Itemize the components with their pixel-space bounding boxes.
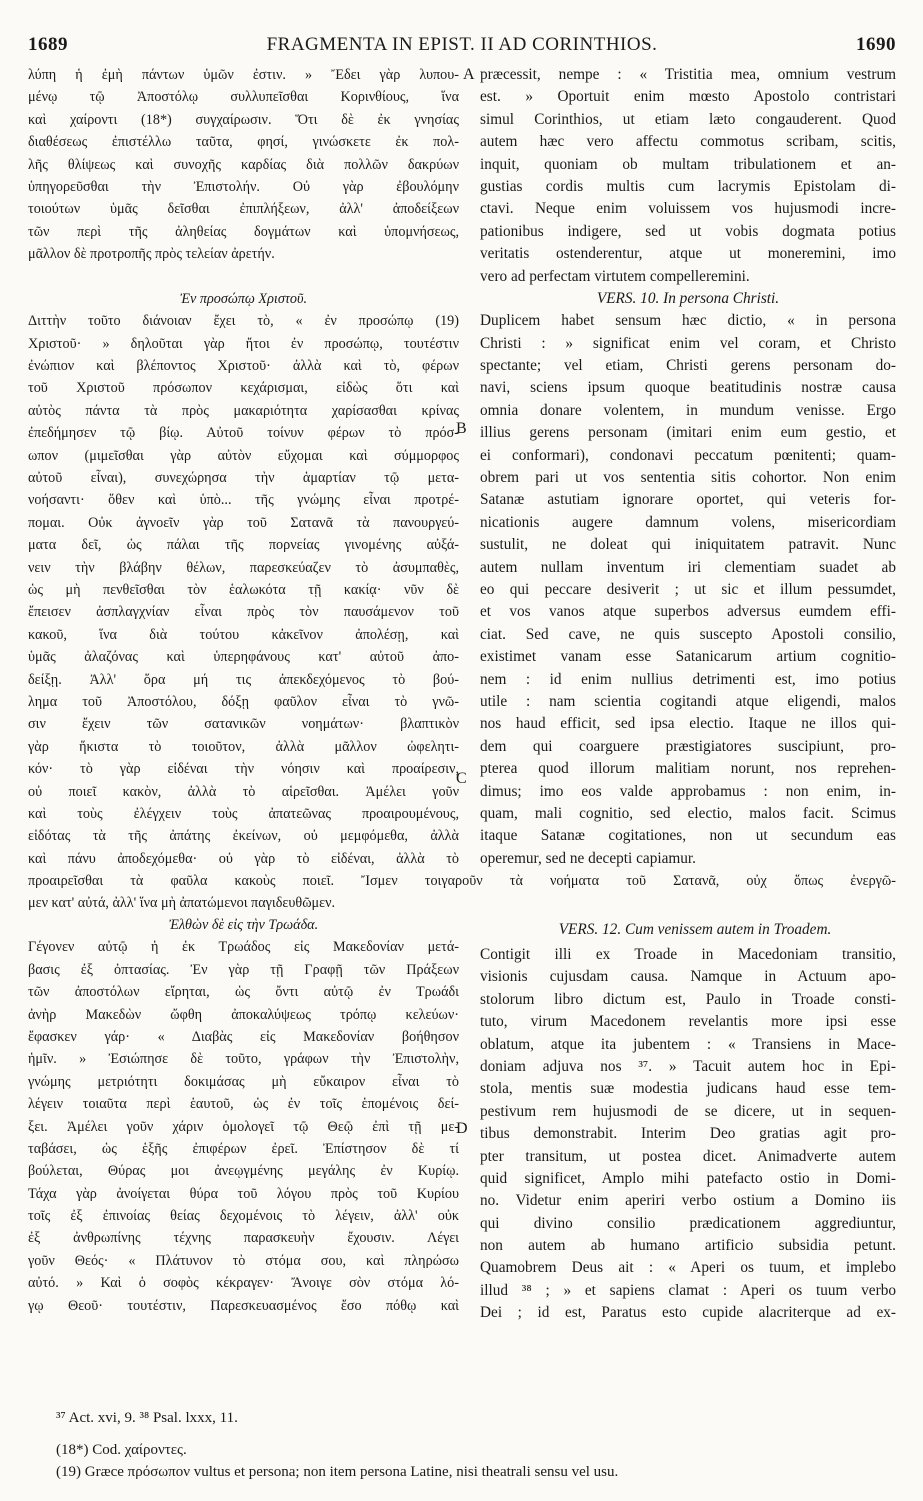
latin-line: Christi : » significat enim vel coram, et Christo xyxy=(480,334,896,352)
latin2-line: stolorum libro dictum est, Paulo in Troade consti- xyxy=(480,990,896,1008)
latin-line: VERS. 10. In persona Christi. xyxy=(596,289,780,307)
latin2-line: visionis cujusdam causa. Namque in Actuum apo- xyxy=(480,968,896,986)
latin-line: præcessit, nempe : « Tristitia mea, omnium vestrum xyxy=(480,66,896,83)
latin-line: ctavi. Neque enim voluissem vos hujusmodi incre- xyxy=(480,200,896,218)
greek2-line: λέγειν τοιαῦτα περὶ ἑαυτοῦ, ὡς ἐν τοῖς ἑπομένοις δεί- xyxy=(28,1096,459,1113)
greek-line: μένῳ τῷ Ἀποστόλῳ συλλυπεῖσθαι Κορινθίους, ἵνα xyxy=(28,89,459,106)
greek2-line: Τάχα γὰρ ἀνοίγεται θύρα τοῦ λόγου πρὸς τοῦ Κυρίου xyxy=(28,1185,459,1202)
greek2-line: γνώμης μετριότητι δοκιμάσας μὴ εὔκαιρον εἶναι τὸ xyxy=(28,1073,459,1090)
greek-line: Διττὴν τοῦτο διάνοιαν ἔχει τὸ, « ἐν προσώπῳ (19) xyxy=(28,313,459,330)
latin-line: itaque Satanæ cogitationes, non ut secundum eas xyxy=(480,827,896,845)
latin-line: vero ad perfectam virtutem compelleremini. xyxy=(480,267,750,285)
latin2-line: tuto, virum Macedonem revelantis more ipsi esse xyxy=(480,1013,896,1031)
greek2-line: βούλεται, Θύρας μοι ἀνεῳγμένης μεγάλης ἐν Κυρίῳ. xyxy=(28,1163,459,1180)
greek-line: τῶν περὶ τῆς ἀληθείας δογμάτων καὶ ὑπομνήσεως, xyxy=(28,223,459,240)
latin2-line: Quamobrem Deus ait : « Aperi os tuum, et implebo xyxy=(480,1259,896,1277)
greek2-line: Ἐλθὼν δὲ εἰς τὴν Τρωάδα. xyxy=(168,917,319,933)
greek2-line: ξει. Ἀμέλει γοῦν χάριν ὁμολογεῖ τῷ Θεῷ ἐπὶ τῇ με- xyxy=(28,1118,459,1135)
latin-line: existimet vanam esse Satanicarum artium cognitio- xyxy=(480,648,896,666)
greek2-line: ταβάσει, ὡς ἑξῆς ἐπιφέρων ἐρεῖ. Ἐπίστησον δὲ τί xyxy=(28,1140,459,1157)
latin2-line: stola, mentis suæ modestia judicans haud esse tem- xyxy=(480,1080,896,1098)
greek-line: δείξῃ. Ἀλλ' ὅρα μή τις ἀπεκδεχόμενος τὸ βού- xyxy=(28,671,459,688)
latin2-line: non autem ab humano artificio subsidia petunt. xyxy=(480,1237,896,1255)
greek-line: ωπον (μιμεῖσθαι γὰρ αὐτὸν εὔχομαι καὶ σύμμορφος xyxy=(28,447,459,464)
latin2-line: oblatum, atque ita jubentem : « Transiens in Mace- xyxy=(480,1035,896,1053)
greek-line: μᾶλλον δὲ προτροπῆς πρὸς τελείαν ἀρετήν. xyxy=(28,246,275,263)
greek-line: κόν· τὸ γὰρ εἰδέναι τὴν νόησιν καὶ προαίρεσιν, xyxy=(28,761,459,778)
greek-line: τοῦ Χριστοῦ πρόσωπον κεχάρισμαι, εἰδὼς ὅτι καὶ xyxy=(28,380,459,397)
latin-line: eo qui peccare desiverit ; ut sic et illum pessumdet, xyxy=(480,580,896,598)
latin-line: nem : id enim nullius detrimenti est, imo potius xyxy=(480,670,896,688)
greek-column-2 xyxy=(28,914,459,1317)
greek-line: λημα τοῦ Ἀποστόλου, δόξῃ φαῦλον εἶναι τὸ γνῶ- xyxy=(28,693,459,710)
greek-line: νειν τὴν βλάβην θέλων, παρεσκεύαζεν τὸ ἀσυμπαθὲς, xyxy=(28,559,459,576)
latin-column-2 xyxy=(480,944,896,1325)
latin2-line: quid significet, Amplo mihi patefacto ostio in Domi- xyxy=(480,1169,896,1187)
latin-line: dimus; imo eos valde approbamus : non enim, in- xyxy=(480,782,896,800)
latin2-line: illud ³⁸ ; » et sapiens clamat : Aperi os tuum verbo xyxy=(480,1281,896,1299)
latin-line: est. » Oportuit enim mœsto Apostolo contristari xyxy=(480,88,896,106)
margin-marker-a: A xyxy=(463,66,475,83)
latin-line: illius gerens personam (imitari enim eum gestio, et xyxy=(480,424,896,442)
footnote-refs: ³⁷ Act. xvi, 9. ³⁸ Psal. lxxx, 11. xyxy=(56,1410,238,1426)
latin2-line: pter transitum, ut postea dicet. Animadverte autem xyxy=(480,1147,896,1165)
greek2-line: Γέγονεν αὐτῷ ἡ ἐκ Τρωάδος εἰς Μακεδονίαν μετά- xyxy=(28,939,459,956)
greek-line: εἰδότας τὰ τῆς ἀπάτης ἐκείνων, οὐ μεμφόμεθα, ἀλλὰ xyxy=(28,828,459,845)
latin-line: pationibus indigere, sed ut vobis dogmata potius xyxy=(480,222,896,240)
greek-column xyxy=(28,64,459,870)
greek-line: Χριστοῦ· » δηλοῦται γὰρ ἤτοι ἐν προσώπῳ, τουτέστιν xyxy=(28,335,459,352)
latin2-line: Contigit illi ex Troade in Macedoniam transitio, xyxy=(480,946,896,963)
greek-line: ὑμᾶς ἀλαζόνας καὶ ὑπερηφάνους κατ' αὐτοῦ ἀπο- xyxy=(28,649,459,666)
greek2-line: ἀνὴρ Μακεδὼν ὤφθη ἀποκαλύψεως τρόπῳ κελεύων· xyxy=(28,1006,459,1023)
greek-line: λῆς θλίψεως καὶ συνοχῆς καρδίας διὰ πολλῶν δακρύων xyxy=(28,156,459,173)
latin-line: sustulit, ne doleat qui iniquitatem patravit. Nunc xyxy=(480,536,896,554)
greek2-line: αὐτό. » Καὶ ὁ σοφὸς κέκραγεν· Ἄνοιγε σὸν στόμα λό- xyxy=(28,1275,459,1292)
wide-line-1: προαιρεῖσθαι τὰ φαῦλα κακοὺς ποιεῖ. Ἴσμεν τοιγαροῦν τὰ νοήματα τοῦ Σατανᾶ, οὐχ ὅπως ἐνεργῶ- xyxy=(28,873,896,889)
greek-line: αὐτὸς πάντα τὰ πρὸς μακαριότητα χαρίσασθαι κρίνας xyxy=(28,402,459,419)
greek-line: καὶ χαίροντι (18*) συγχαίρωσιν. Ὅτι δὲ ἐκ γνησίας xyxy=(28,111,459,128)
greek2-line: γῳ Θεοῦ· τουτέστιν, Παρεσκευασμένος ἔσο πόθῳ καὶ xyxy=(28,1297,459,1314)
latin2-line: no. Videtur enim aperiri verbo ostium a Domino iis xyxy=(480,1192,896,1210)
latin-line: dem qui coarguere præstigiatores suscipiunt, pro- xyxy=(480,737,896,755)
latin2-line: pestivum rem hujusmodi de se dicere, ut in sequen- xyxy=(480,1102,896,1120)
margin-marker-d: D xyxy=(456,1120,468,1137)
latin-section-heading-2: VERS. 12. Cum venissem autem in Troadem. xyxy=(558,921,832,938)
latin-line: veritatis ostenderentur, atque ut moneremini, imo xyxy=(480,245,896,263)
greek-line: ἐνώπιον καὶ βλέποντος Χριστοῦ· ἀλλὰ καὶ τὸ, φέρων xyxy=(28,358,459,375)
page-number-right: 1690 xyxy=(856,34,896,55)
latin-line: nos haud efficit, sed ipsa electio. Itaque ne illos qui- xyxy=(480,715,896,733)
latin-line: autem hæc vero affectu commotus scribam, scitis, xyxy=(480,133,896,151)
greek-line: λύπη ἡ ἐμὴ πάντων ὑμῶν ἐστιν. » Ἔδει γὰρ λυπου- xyxy=(28,67,459,83)
latin-line: ciat. Sed cave, ne quis suscepto Apostoli consilio, xyxy=(480,625,896,643)
greek-line: καὶ τοὺς ἐλέγχειν τοὺς ἀπατεῶνας προαιρουμένους, xyxy=(28,805,459,822)
latin-line: simul Corinthios, ut etiam læto congauderent. Quod xyxy=(480,110,896,128)
latin-line: inquit, quoniam ob multam tribulationem et an- xyxy=(480,155,896,173)
editor-note-1: (18*) Cod. χαίροντες. xyxy=(56,1442,187,1458)
latin-line: nicationis augere damnum volens, misericordiam xyxy=(480,513,896,531)
greek-line: σιν ἔχειν τῶν σατανικῶν νοημάτων· βλαπτικὸν xyxy=(28,716,459,733)
latin-line: utile : nam scientia cogitandi atque eligendi, malos xyxy=(480,692,896,710)
latin-line: gustias cordis multis cum lacrymis Epistolam di- xyxy=(480,177,896,195)
wide-line-2: μεν κατ' αὐτά, ἀλλ' ἵνα μὴ ἀπατώμενοι παγιδευθῶμεν. xyxy=(28,895,336,911)
greek-line: γὰρ ἥκιστα τὸ τοιοῦτον, ἀλλὰ μᾶλλον ὠφελητι- xyxy=(28,738,459,755)
page-header xyxy=(28,34,896,56)
latin-line: obrem pari ut vos sententia sitis cohortor. Non enim xyxy=(480,469,896,487)
greek-line: οὐ ποιεῖ κακὸν, ἀλλὰ τὸ αἱρεῖσθαι. Ἀμέλει γοῦν xyxy=(28,783,459,800)
greek-line: καὶ πάνυ ἀποδεχόμεθα· οὐ γὰρ τὸ εἰδέναι, ἀλλὰ τὸ xyxy=(28,850,459,867)
greek-line: διαθέσεως ἐπιστέλλω ταῦτα, φησί, γινώσκετε ἐκ πολ- xyxy=(28,134,459,151)
page-number-left: 1689 xyxy=(28,34,68,55)
greek-line: ματα δεῖ, ὡς πάλαι τῆς πορνείας γινομένης αὐξά- xyxy=(28,537,459,554)
latin-line: omnia donare volentem, in mundum venisse. Ergo xyxy=(480,401,896,419)
greek-line: πομαι. Οὐκ ἀγνοεῖν γὰρ τοῦ Σατανᾶ τὰ πανουργεύ- xyxy=(28,514,459,531)
greek-line: νοήσαντι· ὅθεν καὶ ὑπὸ... τῆς γνώμης εἶναι προτρέ- xyxy=(28,492,459,509)
latin-line: autem nullam inventum iri clementiam suadet ab xyxy=(480,558,896,576)
latin-line: spectante; vel etiam, Christi gerens personam do- xyxy=(480,357,896,375)
greek-line xyxy=(28,266,459,288)
latin2-line: qui divino consilio prædicationem aggrediuntur, xyxy=(480,1214,896,1232)
greek-line: τοιούτων ὑμᾶς δεῖσθαι ἐπιπλήξεων, ἀλλ' ἀποδείξεων xyxy=(28,201,459,218)
latin-line: pterea quod illorum malitiam norunt, nos reprehen- xyxy=(480,760,896,778)
latin-line: Duplicem habet sensum hæc dictio, « in persona xyxy=(480,312,896,330)
latin-line: ei conformari), condonavi peccatum pœnitenti; quam- xyxy=(480,446,896,464)
greek2-line: ἐξ ἀνθρωπίνης τέχνης παρασκευὴν ἔχουσιν. Λέγει xyxy=(28,1230,459,1247)
greek-line: κακοῦ, ἵνα διὰ τούτου κἀκεῖνον ἀπολέσῃ, καὶ xyxy=(28,626,459,643)
latin2-line: tibus demonstrabit. Interim Deo gratias agit pro- xyxy=(480,1125,896,1143)
latin2-line: Dei ; id est, Paratus esto cupide alacriterque ad ex- xyxy=(480,1304,896,1322)
editor-note-2: (19) Græce πρόσωπον vultus et persona; non item persona Latine, nisi theatrali sensu vel usu. xyxy=(56,1464,619,1480)
latin-line: et vos vanos atque superbos adversus eumdem effi- xyxy=(480,603,896,621)
greek2-line: ἔφασκεν γάρ· « Διαβὰς εἰς Μακεδονίαν βοήθησον xyxy=(28,1028,459,1045)
greek-line: Ἐν προσώπῳ Χριστοῦ. xyxy=(179,290,308,307)
greek2-line: ἡμῖν. » Ἐσιώπησε δὲ τοῦτο, γράφων τὴν Ἐπιστολὴν, xyxy=(28,1051,459,1068)
latin-line: navi, sciens ipsum quoque beatitudinis nostræ causa xyxy=(480,379,896,397)
latin-column xyxy=(480,64,896,870)
greek2-line: γοῦν Θεός· « Πλάτυνον τὸ στόμα σου, καὶ πληρώσω xyxy=(28,1252,459,1269)
margin-marker-c: C xyxy=(456,770,467,787)
running-title: FRAGMENTA IN EPIST. II AD CORINTHIOS. xyxy=(266,34,658,55)
latin-line: operemur, sed ne decepti capiamur. xyxy=(480,849,697,867)
latin-line: Satanæ astutiam ignorare oportet, qui veteris for- xyxy=(480,491,896,509)
greek-line: αὐτοῦ εἶναι), συνεχώρησα τὴν ἁμαρτίαν τῷ μετα- xyxy=(28,470,459,487)
greek-line: ἐπεδήμησεν τῷ βίῳ. Αὐτοῦ τοίνυν φέρων τὸ πρόσ- xyxy=(28,425,459,442)
latin-line: quam, mali cognitio, sed electio, malos facit. Scimus xyxy=(480,804,896,822)
margin-marker-b: B xyxy=(456,420,467,437)
greek-line: ὑπηγορεῦσθαι τὴν Ἐπιστολήν. Οὐ γὰρ ἐβουλόμην xyxy=(28,178,459,195)
greek-line: ὡς μὴ πενθεῖσθαι τὸν ἑαλωκότα τῇ κακίᾳ· νῦν δὲ xyxy=(28,581,459,598)
greek2-line: τῶν ἀποστόλων εἴρηται, ὡς ὄντι αὐτῷ ἐν Τρωάδι xyxy=(28,984,459,1001)
latin2-line: doniam adjuva nos ³⁷. » Tacuit autem hoc in Epi- xyxy=(480,1057,896,1075)
greek-line: ἔπεισεν ἀσπλαγχνίαν εἶναι πρὸς τὸν παυσάμενον τοῦ xyxy=(28,604,459,621)
greek2-line: βασις ἐξ ὀπτασίας. Ἐν γὰρ τῇ Γραφῇ τῶν Πράξεων xyxy=(28,961,459,978)
greek2-line: τοῖς ἐξ ἐπινοίας θείας δεχομένοις τὸ λέγειν, ἀλλ' οὐκ xyxy=(28,1208,459,1225)
